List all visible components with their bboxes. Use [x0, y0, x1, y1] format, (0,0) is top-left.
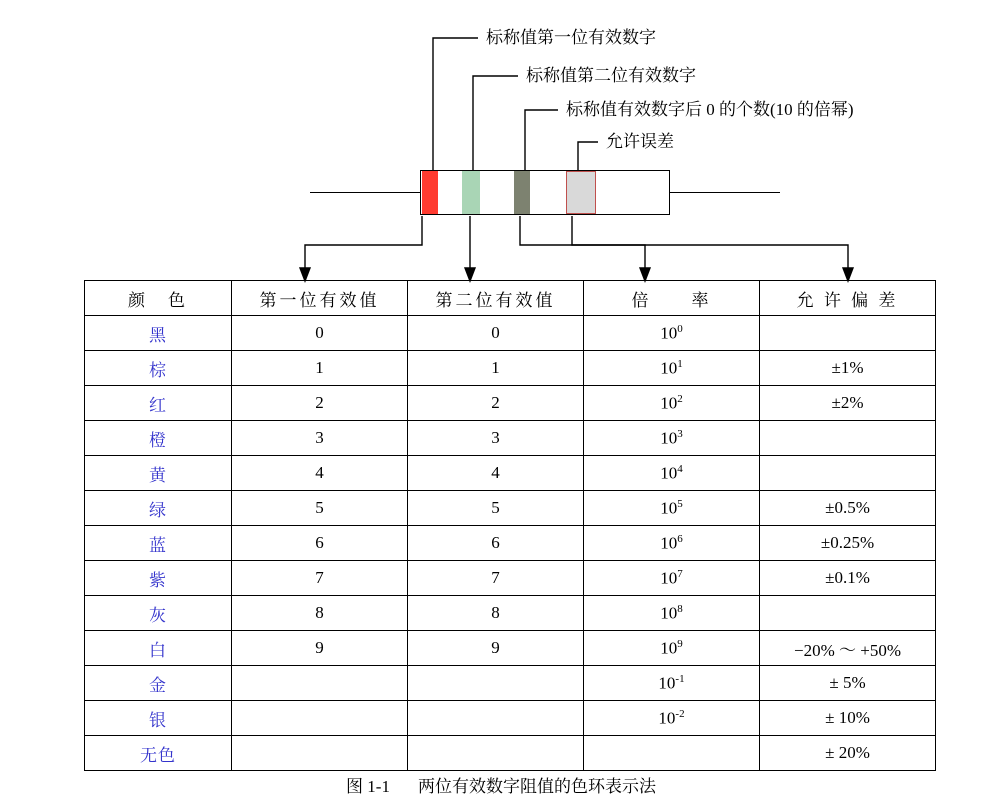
th-multiplier: 倍 率	[584, 281, 760, 316]
multiplier-base: 10	[660, 393, 678, 413]
cell-digit2	[408, 736, 584, 771]
cell-digit2: 6	[408, 526, 584, 561]
table-row	[85, 421, 936, 456]
cell-color-name: 绿	[85, 491, 232, 526]
multiplier-exponent: 5	[677, 497, 683, 510]
cell-color-name: 白	[85, 631, 232, 666]
multiplier-base: 10	[658, 708, 676, 728]
cell-tolerance	[760, 456, 936, 491]
cell-multiplier	[584, 631, 760, 666]
th-tolerance: 允 许 偏 差	[760, 281, 936, 316]
cell-multiplier	[584, 666, 760, 701]
table-row	[85, 596, 936, 631]
multiplier-exponent: 3	[677, 427, 683, 440]
multiplier-base: 10	[660, 568, 678, 588]
cell-color-name: 银	[85, 701, 232, 736]
multiplier-base: 10	[660, 498, 678, 518]
multiplier-exponent: 7	[677, 567, 683, 580]
cell-multiplier	[584, 701, 760, 736]
cell-multiplier	[584, 736, 760, 771]
figure-caption	[0, 772, 1002, 797]
color-code-table	[84, 280, 936, 771]
cell-digit1: 5	[232, 491, 408, 526]
cell-color-name: 金	[85, 666, 232, 701]
cell-digit2: 3	[408, 421, 584, 456]
cell-tolerance: −20% ～ +50%	[760, 631, 936, 666]
multiplier-exponent: 2	[677, 392, 683, 405]
multiplier-base: 10	[660, 358, 678, 378]
cell-multiplier	[584, 386, 760, 421]
callout-label-tolerance: 允许误差	[606, 132, 674, 151]
table-row	[85, 456, 936, 491]
band-1-red	[422, 171, 438, 214]
table-row	[85, 491, 936, 526]
cell-digit2: 0	[408, 316, 584, 351]
table-row	[85, 666, 936, 701]
multiplier-base: 10	[660, 463, 678, 483]
band-4-gray	[566, 171, 596, 214]
resistor-lead-left	[310, 192, 420, 193]
cell-digit1: 1	[232, 351, 408, 386]
multiplier-exponent: 6	[677, 532, 683, 545]
cell-digit1: 2	[232, 386, 408, 421]
cell-digit1: 0	[232, 316, 408, 351]
multiplier-base: 10	[660, 638, 678, 658]
cell-color-name: 黑	[85, 316, 232, 351]
cell-digit1	[232, 736, 408, 771]
caption-number: 图 1-1	[346, 777, 390, 796]
band-3-olive	[514, 171, 530, 214]
cell-multiplier	[584, 491, 760, 526]
multiplier-base: 10	[658, 673, 676, 693]
cell-digit1: 4	[232, 456, 408, 491]
multiplier-exponent: -2	[675, 707, 685, 720]
cell-color-name: 橙	[85, 421, 232, 456]
cell-multiplier	[584, 456, 760, 491]
cell-digit2	[408, 666, 584, 701]
cell-tolerance: ± 20%	[760, 736, 936, 771]
multiplier-base: 10	[660, 603, 678, 623]
cell-color-name: 蓝	[85, 526, 232, 561]
th-color: 颜 色	[85, 281, 232, 316]
th-digit1: 第一位有效值	[232, 281, 408, 316]
resistor-graphic	[310, 170, 780, 225]
cell-multiplier	[584, 561, 760, 596]
cell-digit2: 8	[408, 596, 584, 631]
caption-text: 两位有效数字阻值的色环表示法	[417, 777, 656, 796]
table-row	[85, 561, 936, 596]
resistor-lead-right	[670, 192, 780, 193]
resistor-body	[420, 170, 670, 215]
multiplier-exponent: -1	[675, 672, 685, 685]
table-row	[85, 386, 936, 421]
multiplier-exponent: 1	[677, 357, 683, 370]
multiplier-base: 10	[660, 428, 678, 448]
cell-digit2: 5	[408, 491, 584, 526]
table-row	[85, 631, 936, 666]
cell-digit2: 2	[408, 386, 584, 421]
cell-tolerance: ±2%	[760, 386, 936, 421]
cell-digit2: 4	[408, 456, 584, 491]
cell-multiplier	[584, 421, 760, 456]
color-code-table-wrap	[84, 280, 930, 771]
table-row	[85, 316, 936, 351]
callout-label-digit2: 标称值第二位有效数字	[526, 66, 696, 85]
table-body	[85, 316, 936, 771]
multiplier-exponent: 8	[677, 602, 683, 615]
cell-color-name: 红	[85, 386, 232, 421]
cell-digit2	[408, 701, 584, 736]
cell-tolerance	[760, 421, 936, 456]
cell-color-name: 无色	[85, 736, 232, 771]
band-2-green	[462, 171, 480, 214]
cell-color-name: 紫	[85, 561, 232, 596]
cell-tolerance	[760, 596, 936, 631]
cell-digit1: 7	[232, 561, 408, 596]
cell-digit2: 7	[408, 561, 584, 596]
cell-digit2: 9	[408, 631, 584, 666]
callout-label-digit1: 标称值第一位有效数字	[486, 28, 656, 47]
cell-multiplier	[584, 351, 760, 386]
callout-label-multiplier: 标称值有效数字后 0 的个数(10 的倍幂)	[566, 100, 854, 119]
cell-digit1: 3	[232, 421, 408, 456]
cell-digit1	[232, 666, 408, 701]
multiplier-base: 10	[660, 323, 678, 343]
table-row	[85, 701, 936, 736]
cell-digit1	[232, 701, 408, 736]
multiplier-exponent: 4	[677, 462, 683, 475]
cell-multiplier	[584, 316, 760, 351]
cell-tolerance	[760, 316, 936, 351]
multiplier-exponent: 9	[677, 637, 683, 650]
table-row	[85, 736, 936, 771]
cell-digit1: 9	[232, 631, 408, 666]
table-row	[85, 351, 936, 386]
cell-tolerance: ±1%	[760, 351, 936, 386]
cell-digit1: 6	[232, 526, 408, 561]
cell-multiplier	[584, 526, 760, 561]
multiplier-base: 10	[660, 533, 678, 553]
cell-tolerance: ±0.25%	[760, 526, 936, 561]
th-digit2: 第二位有效值	[408, 281, 584, 316]
table-header-row	[85, 281, 936, 316]
multiplier-exponent: 0	[677, 322, 683, 335]
cell-digit2: 1	[408, 351, 584, 386]
table-row	[85, 526, 936, 561]
cell-digit1: 8	[232, 596, 408, 631]
cell-color-name: 棕	[85, 351, 232, 386]
cell-color-name: 黄	[85, 456, 232, 491]
cell-tolerance: ± 5%	[760, 666, 936, 701]
cell-multiplier	[584, 596, 760, 631]
cell-color-name: 灰	[85, 596, 232, 631]
cell-tolerance: ±0.1%	[760, 561, 936, 596]
cell-tolerance: ±0.5%	[760, 491, 936, 526]
cell-tolerance: ± 10%	[760, 701, 936, 736]
